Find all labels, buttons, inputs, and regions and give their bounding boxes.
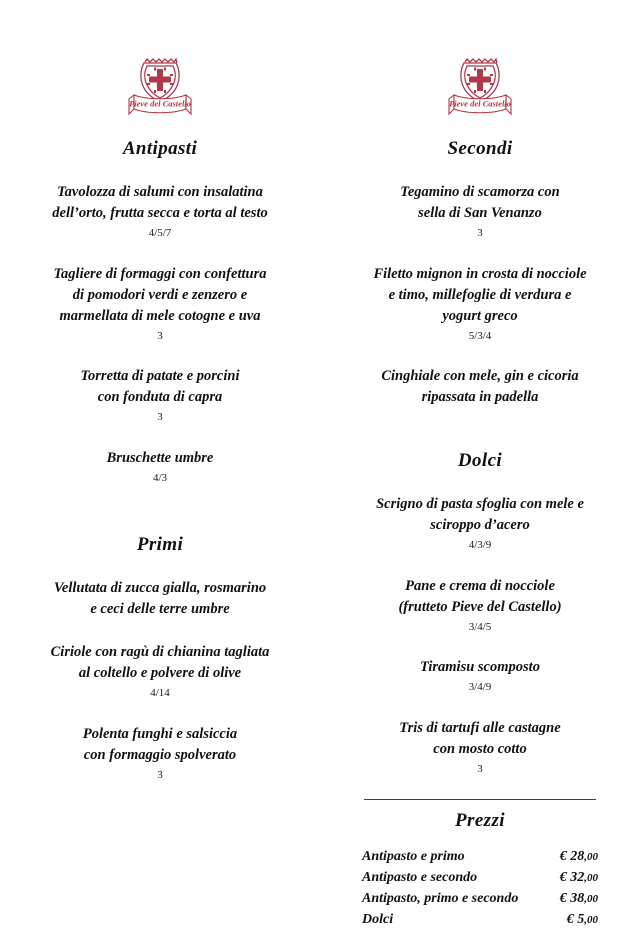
dish-allergens: 4/5/7 — [148, 227, 172, 240]
dish-name: Vellutata di zucca gialla, rosmarino e ceci delle terre umbre — [53, 580, 267, 618]
dish-allergens: 5/3/4 — [468, 329, 492, 342]
dish-item — [28, 448, 292, 487]
price-row — [362, 909, 598, 930]
price-row — [362, 867, 598, 888]
price-amount: 28 — [570, 848, 585, 864]
dish-allergens: 4/3/9 — [468, 539, 492, 552]
price-value — [552, 867, 598, 888]
dish-name: Cinghiale con mele, gin e cicoria ripassata in padella — [381, 368, 579, 406]
price-label: Antipasto, primo e secondo — [362, 890, 519, 906]
dish-name: Scrigno di pasta sfoglia con mele e sciroppo d’acero — [376, 496, 584, 534]
dish-item — [28, 724, 292, 784]
dish-name: Torretta di patate e porcini con fonduta di capra — [80, 368, 240, 406]
dish-name: Tavolozza di salumi con insalatina dell’orto, frutta secca e torta al testo — [52, 184, 268, 222]
price-currency: € — [559, 890, 567, 906]
price-currency: € — [559, 869, 567, 885]
price-table — [362, 846, 598, 930]
section-heading-dolci: Dolci — [457, 450, 503, 472]
dish-item — [28, 578, 292, 620]
dish-item — [28, 366, 292, 426]
section-heading-antipasti: Antipasti — [122, 138, 198, 159]
dish-name: Bruschette umbre — [106, 449, 214, 466]
dish-item — [348, 366, 612, 408]
price-value — [552, 846, 598, 867]
section-heading-prezzi: Prezzi — [455, 810, 505, 832]
dish-name: Polenta funghi e salsiccia con formaggio spolverato — [82, 725, 238, 763]
price-amount: 38 — [570, 890, 585, 906]
restaurant-logo-right — [441, 52, 519, 122]
prezzi-divider — [364, 799, 596, 800]
section-heading-primi: Primi — [136, 534, 184, 556]
price-currency: € — [566, 911, 574, 927]
price-row — [362, 846, 598, 867]
price-currency: € — [559, 848, 567, 864]
dish-item — [348, 576, 612, 636]
price-value — [552, 909, 598, 930]
price-label: Dolci — [362, 911, 394, 927]
restaurant-logo-left — [121, 52, 199, 122]
dish-item — [348, 182, 612, 242]
price-row — [362, 888, 598, 909]
dish-name: Tris di tartufi alle castagne con mosto cotto — [399, 719, 561, 757]
dish-allergens: 3/4/9 — [468, 681, 492, 694]
price-cents: ,00 — [584, 850, 598, 863]
dish-item — [28, 642, 292, 702]
dish-list-secondi — [348, 160, 612, 408]
dish-item — [348, 494, 612, 554]
dish-name: Pane e crema di nocciole (frutteto Pieve del Castello) — [398, 577, 562, 615]
dish-name: Tiramisu scomposto — [420, 659, 540, 676]
dish-name: Tagliere di formaggi con confettura di pomodori verdi e zenzero e marmellata di mele cotogne e uva — [53, 265, 267, 324]
price-value — [552, 888, 598, 909]
dish-list-antipasti — [28, 160, 292, 486]
dish-list-primi — [28, 556, 292, 783]
dish-item — [348, 264, 612, 345]
dish-item — [28, 264, 292, 345]
dish-allergens: 3 — [157, 768, 163, 781]
crest-shield-with-cross-icon — [121, 52, 199, 122]
dish-item — [348, 657, 612, 696]
section-heading-secondi: Secondi — [447, 138, 513, 159]
dish-name: Filetto mignon in crosta di nocciole e timo, millefoglie di verdura e yogurt greco — [373, 265, 587, 324]
price-cents: ,00 — [584, 871, 598, 884]
dish-allergens: 3 — [477, 762, 483, 775]
menu-column-right — [320, 0, 640, 927]
dish-allergens: 3 — [157, 329, 163, 342]
dish-allergens: 4/14 — [150, 687, 170, 700]
dish-allergens: 3 — [477, 227, 483, 240]
price-amount: 32 — [570, 869, 585, 885]
dish-item — [348, 718, 612, 778]
logo-banner-text: Pieve del Castello — [449, 98, 511, 109]
dish-allergens: 4/3 — [152, 471, 168, 484]
price-label: Antipasto e primo — [362, 848, 465, 864]
price-cents: ,00 — [584, 913, 598, 926]
menu-column-left — [0, 0, 320, 905]
logo-banner-text: Pieve del Castello — [129, 98, 191, 109]
dish-allergens: 3 — [157, 411, 163, 424]
dish-list-dolci — [348, 472, 612, 777]
dish-name: Tegamino di scamorza con sella di San Venanzo — [400, 184, 560, 222]
dish-name: Ciriole con ragù di chianina tagliata al coltello e polvere di olive — [50, 644, 270, 682]
price-amount: 5 — [577, 911, 585, 927]
price-label: Antipasto e secondo — [362, 869, 478, 885]
dish-item — [28, 182, 292, 242]
crest-shield-with-cross-icon — [441, 52, 519, 122]
dish-allergens: 3/4/5 — [468, 620, 492, 633]
price-cents: ,00 — [584, 892, 598, 905]
